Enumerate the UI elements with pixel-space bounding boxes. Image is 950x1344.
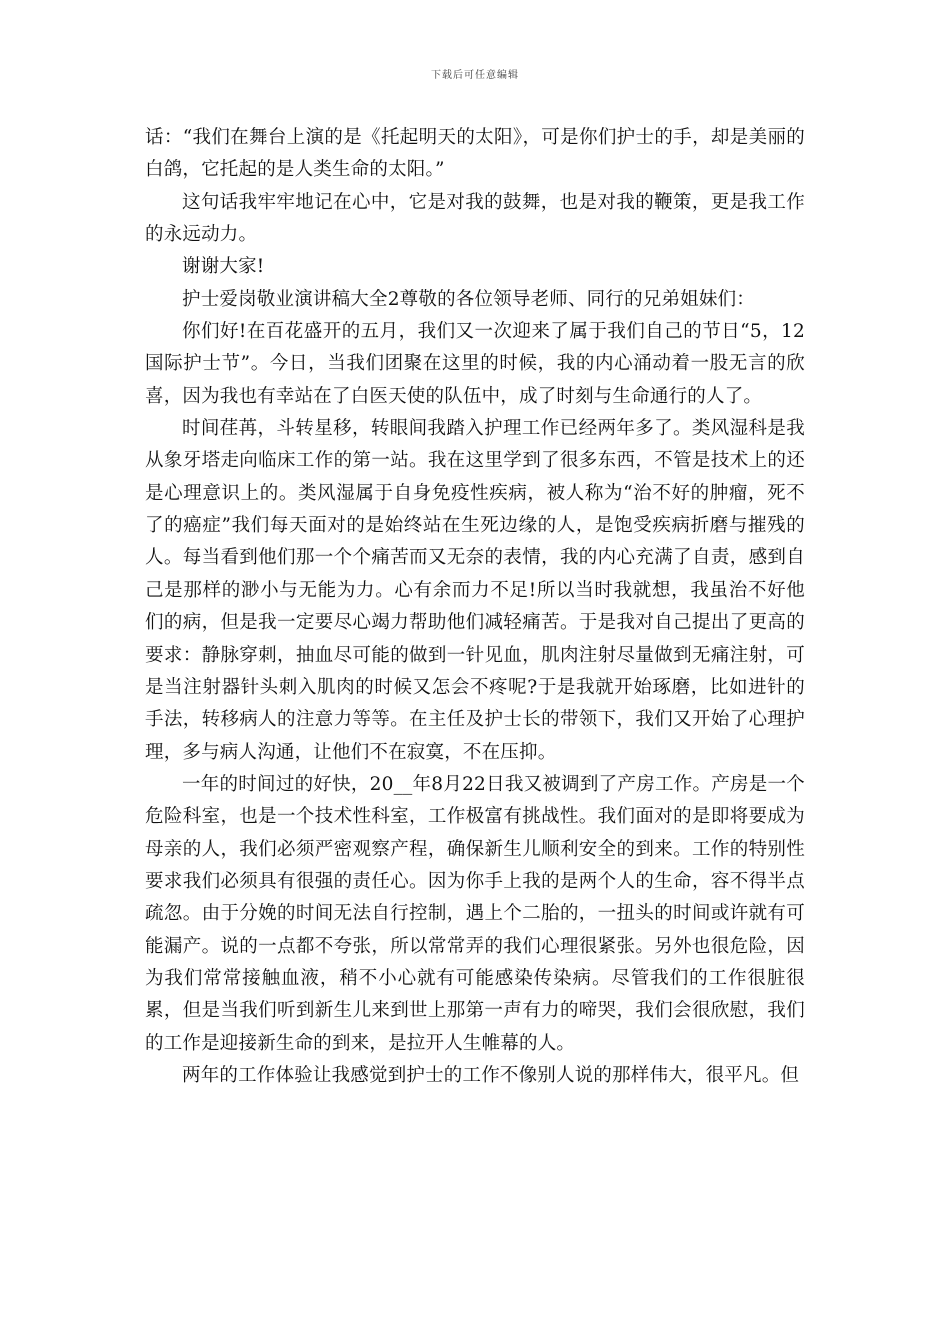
paragraph: 一年的时间过的好快，20__年8月22日我又被调到了产房工作。产房是一个危险科室，也是一个技术性科室，工作极富有挑战性。我们面对的是即将要成为母亲的人，我们必须严密观察产程，确保新生儿顺利安全的到来。工作的特别性要求我们必须具有很强的责任心。因为你手上我的是两个人的生命，容不得半点疏忽。由于分娩的时间无法自行控制，遇上个二胎的，一扭头的时间或许就有可能漏产。说的一点都不夸张，所以常常弄的我们心理很紧张。另外也很危险，因为我们常常接触血液，稍不小心就有可能感染传染病。尽管我们的工作很脏很累，但是当我们听到新生儿来到世上那第一声有力的啼哭，我们会很欣慰，我们的工作是迎接新生命的到来，是拉开人生帷幕的人。: [145, 773, 805, 1054]
paragraph: 谢谢大家!: [182, 256, 265, 278]
paragraph: 两年的工作体验让我感觉到护士的工作不像别人说的那样伟大，很平凡。但: [182, 1064, 800, 1086]
paragraph: 护士爱岗敬业演讲稿大全2尊敬的各位领导老师、同行的兄弟姐妹们：: [182, 288, 755, 310]
paragraph: 你们好!在百花盛开的五月，我们又一次迎来了属于我们自己的节日“5，12国际护士节”。今日，当我们团聚在这里的时候，我的内心涌动着一股无言的欣喜，因为我也有幸站在了白医天使的队伍中，成了时刻与生命通行的人了。: [145, 321, 805, 407]
paragraph: 话：“我们在舞台上演的是《托起明天的太阳》，可是你们护士的手，却是美丽的白鸽，它托起的是人类生命的太阳。”: [145, 127, 805, 181]
page-header: 下载后可任意编辑: [431, 70, 519, 81]
paragraph: 这句话我牢牢地记在心中，它是对我的鼓舞，也是对我的鞭策，更是我工作的永远动力。: [145, 191, 805, 246]
document-body: [145, 122, 805, 1092]
paragraph: 时间荏苒，斗转星移，转眼间我踏入护理工作已经两年多了。类风湿科是我从象牙塔走向临床工作的第一站。我在这里学到了很多东西，不管是技术上的还是心理意识上的。类风湿属于自身免疫性疾病，被人称为“治不好的肿瘤，死不了的癌症”我们每天面对的是始终站在生死边缘的人，是饱受疾病折磨与摧残的人。每当看到他们那一个个痛苦而又无奈的表情，我的内心充满了自责，感到自己是那样的渺小与无能为力。心有余而力不足!所以当时我就想，我虽治不好他们的病，但是我一定要尽心竭力帮助他们减轻痛苦。于是我对自己提出了更高的要求：静脉穿刺，抽血尽可能的做到一针见血，肌肉注射尽量做到无痛注射，可是当注射器针头刺入肌肉的时候又怎会不疼呢?于是我就开始琢磨，比如进针的手法，转移病人的注意力等等。在主任及护士长的带领下，我们又开始了心理护理，多与病人沟通，让他们不在寂寞，不在压抑。: [145, 418, 805, 763]
